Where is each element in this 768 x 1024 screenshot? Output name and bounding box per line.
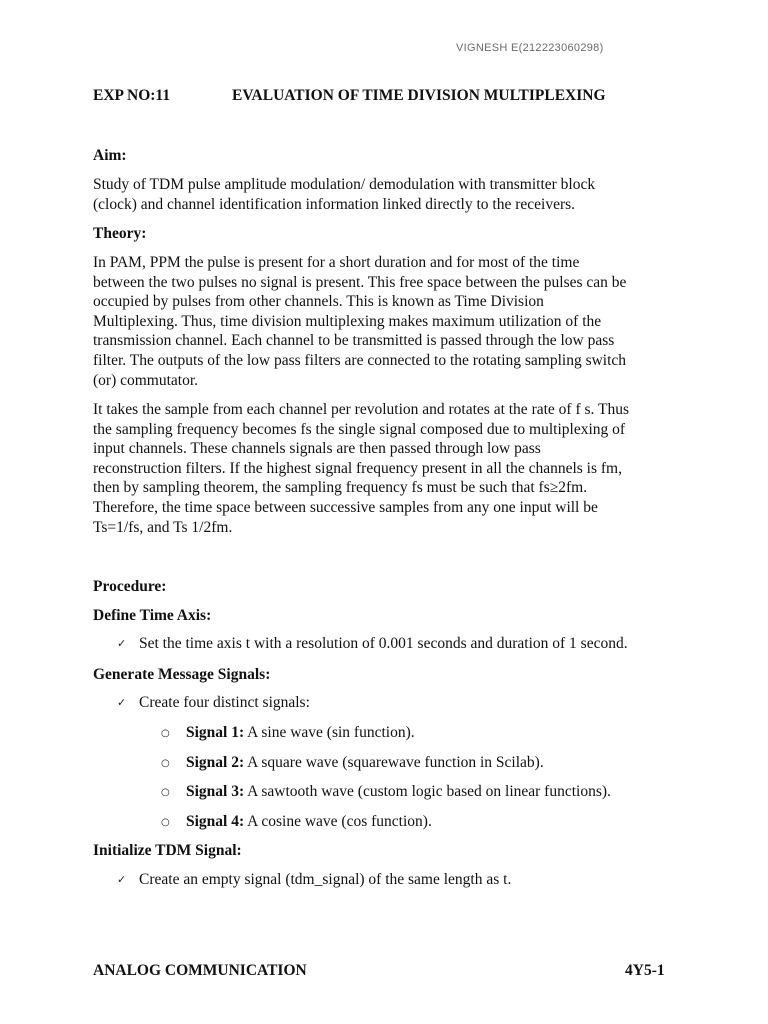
procedure-heading: Procedure: <box>93 578 167 595</box>
circle-bullet-icon: ○ <box>161 817 170 828</box>
list-item-text: Set the time axis t with a resolution of 0.001 seconds and duration of 1 second. <box>139 635 628 652</box>
signal-item-2 <box>161 754 544 772</box>
aim-paragraph <box>93 175 683 214</box>
aim-line: Study of TDM pulse amplitude modulation/ demodulation with transmitter block <box>93 176 596 193</box>
footer-course: ANALOG COMMUNICATION <box>93 962 307 979</box>
list-item-text: Create an empty signal (tdm_signal) of the same length as t. <box>139 871 512 888</box>
theory-line: Ts=1/fs, and Ts 1/2fm. <box>93 518 233 536</box>
signal-label: Signal 1: <box>186 724 245 741</box>
list-item <box>117 871 511 889</box>
experiment-title: EVALUATION OF TIME DIVISION MULTIPLEXING <box>232 87 606 104</box>
theory-paragraph-1 <box>93 253 683 390</box>
signal-item-3 <box>161 783 611 801</box>
signal-description: A square wave (squarewave function in Scilab). <box>244 754 544 771</box>
theory-line: (or) commutator. <box>93 371 199 389</box>
circle-bullet-icon: ○ <box>161 787 170 798</box>
theory-line: between the two pulses no signal is present. This free space between the pulses can be <box>93 273 627 291</box>
signal-label: Signal 3: <box>186 783 245 800</box>
signal-label: Signal 4: <box>186 813 245 830</box>
generate-signals-heading: Generate Message Signals: <box>93 666 271 683</box>
theory-line: occupied by pulses from other channels. This is known as Time Division <box>93 293 544 311</box>
experiment-number: EXP NO:11 <box>93 87 171 104</box>
theory-line: In PAM, PPM the pulse is present for a short duration and for most of the time <box>93 254 580 271</box>
signal-item-4 <box>161 813 432 831</box>
theory-heading: Theory: <box>93 225 147 242</box>
theory-paragraph-2 <box>93 400 683 537</box>
theory-line: reconstruction filters. If the highest signal frequency present in all the channels is fm, <box>93 459 622 477</box>
signal-label: Signal 2: <box>186 754 245 771</box>
footer-page-code: 4Y5-1 <box>625 962 665 979</box>
signal-description: A cosine wave (cos function). <box>244 813 432 830</box>
signal-item-1 <box>161 724 415 742</box>
list-item-text: Create four distinct signals: <box>139 694 310 711</box>
page-header-author: VIGNESH E(212223060298) <box>456 42 604 54</box>
list-item <box>117 694 310 712</box>
list-item <box>117 635 628 653</box>
aim-heading: Aim: <box>93 147 127 164</box>
signal-description: A sine wave (sin function). <box>244 724 415 741</box>
aim-line: (clock) and channel identification information linked directly to the receivers. <box>93 195 576 213</box>
theory-line: then by sampling theorem, the sampling frequency fs must be such that fs≥2fm. <box>93 479 588 497</box>
theory-line: filter. The outputs of the low pass filters are connected to the rotating sampling switch <box>93 351 627 369</box>
arrow-bullet-icon: ✓ <box>117 637 127 650</box>
theory-line: Therefore, the time space between successive samples from any one input will be <box>93 498 598 516</box>
signal-description: A sawtooth wave (custom logic based on linear functions). <box>244 783 611 800</box>
arrow-bullet-icon: ✓ <box>117 873 127 886</box>
theory-line: transmission channel. Each channel to be transmitted is passed through the low pass <box>93 332 615 350</box>
circle-bullet-icon: ○ <box>161 728 170 739</box>
arrow-bullet-icon: ✓ <box>117 696 127 709</box>
theory-line: input channels. These channels signals are then passed through low pass <box>93 440 541 458</box>
theory-line: Multiplexing. Thus, time division multiplexing makes maximum utilization of the <box>93 312 602 330</box>
init-tdm-heading: Initialize TDM Signal: <box>93 842 242 859</box>
define-time-axis-heading: Define Time Axis: <box>93 607 212 624</box>
theory-line: It takes the sample from each channel per revolution and rotates at the rate of f s. Thus <box>93 401 629 418</box>
theory-line: the sampling frequency becomes fs the single signal composed due to multiplexing of <box>93 420 626 438</box>
circle-bullet-icon: ○ <box>161 758 170 769</box>
